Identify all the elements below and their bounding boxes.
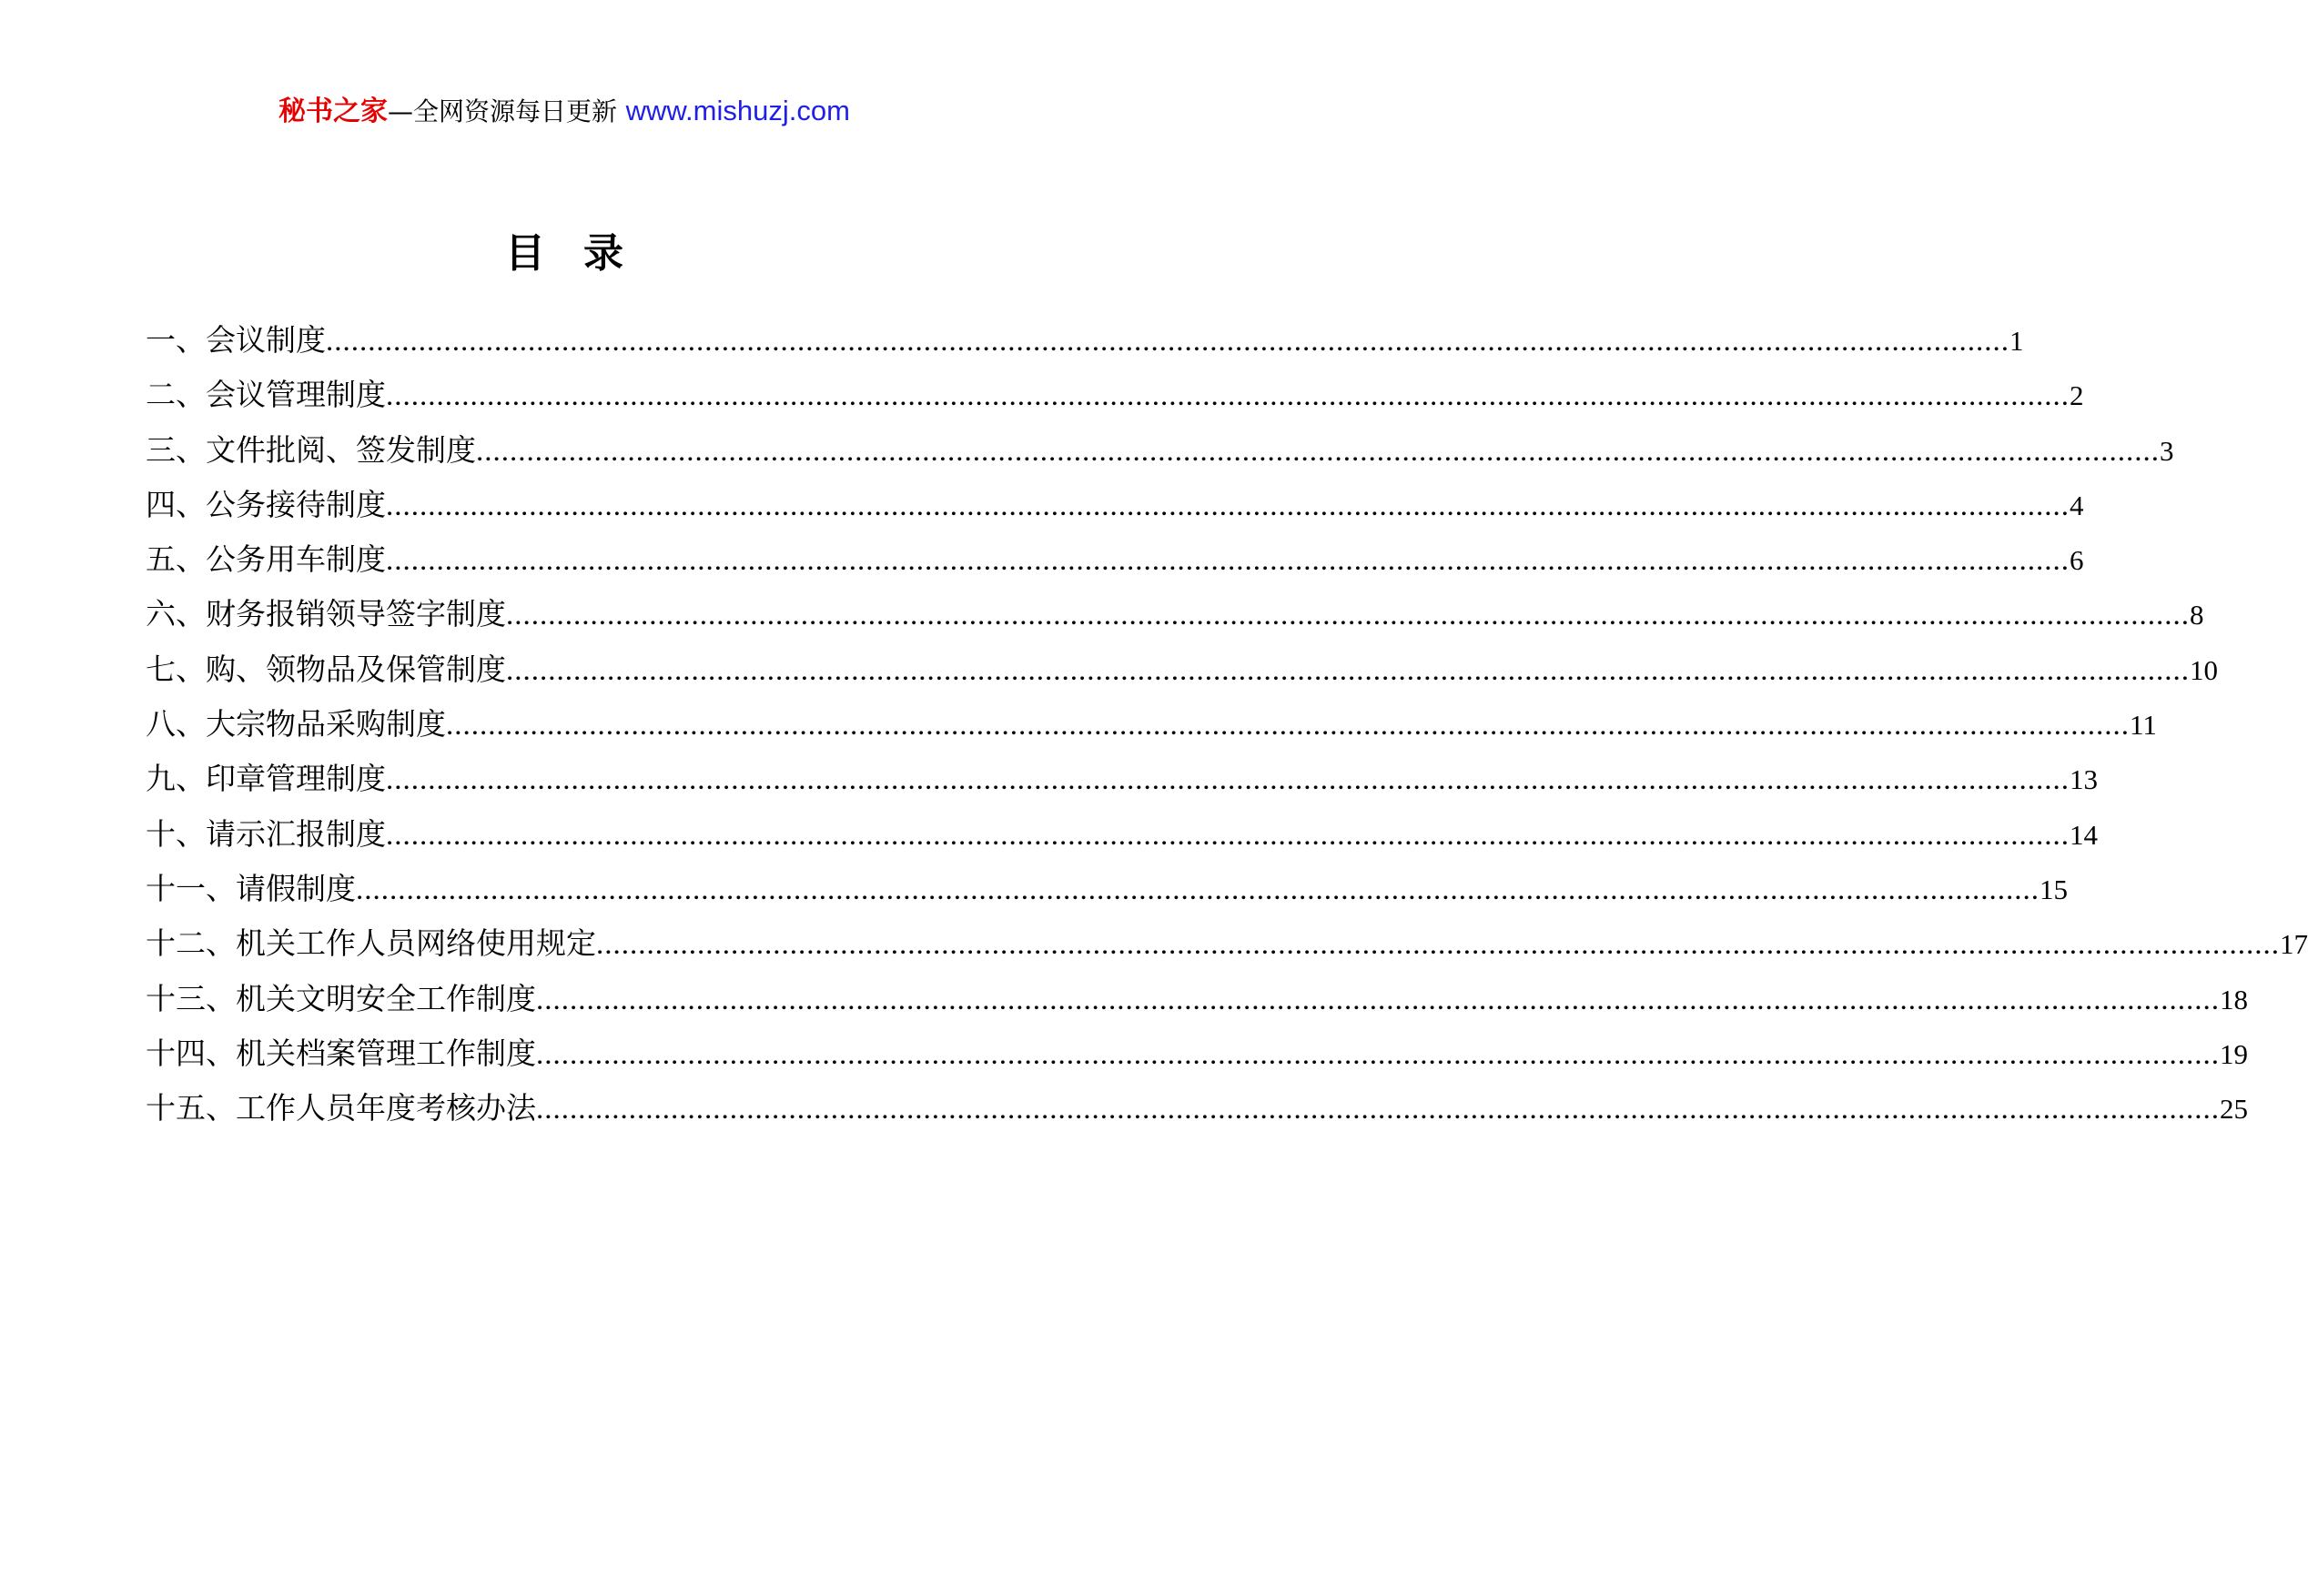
toc-title: 目录 [505,230,662,278]
toc-entry-label: 九、印章管理制度 [146,761,386,797]
toc-page-number: 3 [2160,434,2174,467]
toc-entry-label: 十五、工作人员年度考核办法 [146,1090,536,1126]
toc-entry[interactable] [146,587,2204,641]
toc-page-number: 4 [2070,489,2084,521]
toc-page-number: 1 [2009,325,2024,357]
toc-dot-leader: ........................................................................................................................................................................................................ [386,544,2070,578]
toc-page-number: 2 [2070,379,2084,412]
toc-dot-leader: ........................................................................................................................................................................................................ [596,928,2280,962]
toc-page-number: 14 [2070,818,2098,851]
site-banner [0,93,1129,130]
site-url-link[interactable]: www.mishuzj.com [625,95,850,126]
toc-dot-leader: ........................................................................................................................................................................................................ [506,653,2190,687]
toc-entry-label: 七、购、领物品及保管制度 [146,651,506,687]
toc-page-number: 8 [2190,599,2204,631]
toc-entry[interactable] [146,752,2098,806]
toc-dot-leader: ........................................................................................................................................................................................................ [536,1037,2220,1071]
toc-entry-label: 四、公务接待制度 [146,486,386,522]
toc-entry[interactable] [146,368,2084,422]
toc-entry[interactable] [146,916,2308,971]
toc-entry-label: 十一、请假制度 [146,870,356,906]
toc-entry-label: 二、会议管理制度 [146,377,386,413]
toc-entry[interactable] [146,423,2174,478]
toc-dot-leader: ........................................................................................................................................................................................................ [476,434,2160,468]
toc-page-number: 25 [2220,1093,2248,1126]
brand-name: 秘书之家 [278,96,389,127]
toc-entry[interactable] [146,642,2218,697]
toc-entry-label: 三、文件批阅、签发制度 [146,431,476,468]
toc-page-number: 11 [2130,709,2157,742]
toc-entry[interactable] [146,478,2084,532]
toc-entry-label: 五、公务用车制度 [146,541,386,578]
toc-page-number: 10 [2190,653,2218,686]
toc-dot-leader: ........................................................................................................................................................................................................ [386,489,2070,522]
toc-entry[interactable] [146,862,2068,916]
toc-entry-label: 十二、机关工作人员网络使用规定 [146,925,596,962]
toc-entry[interactable] [146,1081,2248,1136]
banner-tagline: —全网资源每日更新 [388,96,618,126]
toc-dot-leader: ........................................................................................................................................................................................................ [446,709,2130,742]
toc-entry[interactable] [146,807,2098,862]
toc-dot-leader: ........................................................................................................................................................................................................ [386,763,2070,797]
toc-entry[interactable] [146,972,2248,1026]
toc-page-number: 17 [2280,928,2308,961]
toc-entry-label: 十、请示汇报制度 [146,815,386,852]
toc-entry-label: 十四、机关档案管理工作制度 [146,1035,536,1071]
toc-dot-leader: ........................................................................................................................................................................................................ [386,379,2070,413]
toc-entry[interactable] [146,1026,2248,1081]
toc-entry[interactable] [146,532,2084,587]
toc-dot-leader: ........................................................................................................................................................................................................ [536,1093,2220,1126]
toc-dot-leader: ........................................................................................................................................................................................................ [536,983,2220,1016]
toc-entry[interactable] [146,313,2024,368]
toc-dot-leader: ........................................................................................................................................................................................................ [356,873,2040,906]
toc-page-number: 13 [2070,763,2098,796]
toc-entry-label: 八、大宗物品采购制度 [146,706,446,742]
toc-entry-label: 六、财务报销领导签字制度 [146,596,506,632]
toc-entry[interactable] [146,697,2157,752]
toc-page-number: 19 [2220,1037,2248,1070]
toc-dot-leader: ........................................................................................................................................................................................................ [506,599,2190,632]
toc-dot-leader: ........................................................................................................................................................................................................ [386,818,2070,852]
toc-list [146,313,2308,1136]
toc-page-number: 15 [2040,873,2068,905]
toc-dot-leader: ........................................................................................................................................................................................................ [326,325,2009,358]
toc-page-number: 6 [2070,544,2084,577]
toc-page-number: 18 [2220,983,2248,1015]
toc-entry-label: 十三、机关文明安全工作制度 [146,980,536,1016]
toc-entry-label: 一、会议制度 [146,322,326,358]
